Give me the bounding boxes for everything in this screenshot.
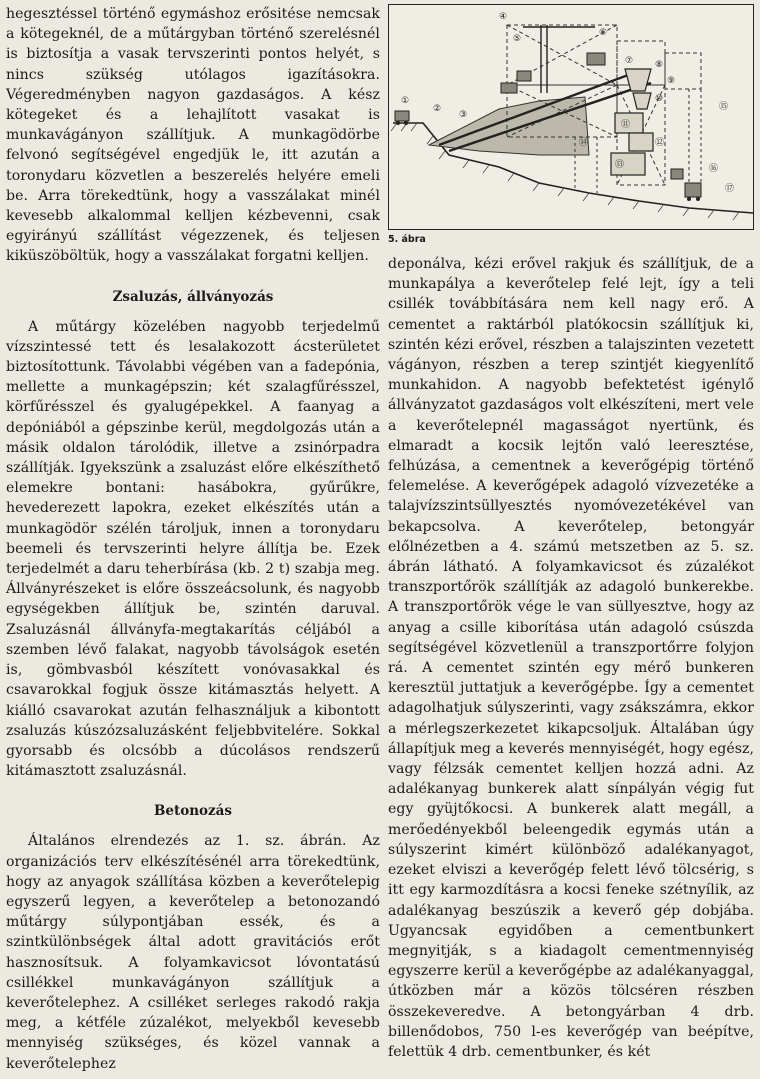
figure-label-10: ⑩ [655, 94, 664, 104]
paragraph-formwork: A műtárgy közelében nagyobb terjedelmű vízszintessé tett és lesalakozott ácsterületet biztosítottunk. Távolabbi végében van a fadepónia, mellette a munkagépszin; két szalagfűrésszel, körfűrésszel és gyalugépekkel. A faanyag a depóniából a gépszinbe kerül, megdolgozás után a másik oldalon tárolódik, illetve a zsinórpadra szállítják. Igyekszünk a zsaluzást előre elkészíthető elemekre bontani: hasábokra, gyűrűkre, hevederezett lapokra, ezeket elkészítés után a munkagödör szélén tároljuk, innen a toronydaru beemeli és tervszerinti helyre állítja be. Ezek terjedelmét a daru teherbírása (kb. 2 t) szabja meg. Állványrészeket is előre összeácsolunk, és nagyobb egységekben állítjuk be, szintén daruval. Zsaluzásnál állványfa-megtakarítás céljából a szemben lévő falakat, nagyobb távolságok esetén is, gömbvasból készített vonóvasakkal és csavarokkal fogjuk össze kitámasztás helyett. A kiálló csavarokat azután felhasználjuk a kibontott zsaluzás kúszózsaluzásként feljebbvitelére. Sokkal gyorsabb és olcsóbb a dúcolásos rendszerű kitámasztott zsaluzásnál. [6, 318, 380, 780]
figure-label-11: ⑪ [621, 120, 631, 130]
paragraph-rebar-transport: hegesztéssel történő egymáshoz erősitése nemcsak a kötegeknél, de a műtárgyban történő szerelésnél is biztosítja a vasak tervszerinti pontos helyét, s nincs szükség utólagos igazításokra. Végeredményben nagyon gazdaságos. A kész kötegeket és a lehajlított vasakat is munkavágányon szállítjuk. A munkagödörbe felvonó segítségével engedjük le, itt azután a toronydaru közvetlen a beszerelés helyére emeli be. Arra törekedtünk, hogy a vasszálakat minél kevesebb alkalommal kelljen kézbevenni, csak egyirányú szállítást végezzenek, és teljesen kiküszöböltük, hogy a vasszálakat forgatni kelljen. [6, 6, 380, 265]
figure-label-6: ⑥ [599, 28, 608, 38]
figure-label-5: ⑤ [513, 34, 522, 44]
figure-label-12: ⑫ [655, 138, 665, 148]
figure-label-2: ② [433, 104, 442, 114]
right-column [388, 4, 754, 1062]
figure-label-4: ④ [499, 12, 508, 22]
batching-plant-illustration [389, 5, 753, 229]
figure-caption: 5. ábra [388, 234, 426, 245]
figure-batching-plant-drawing [388, 4, 754, 230]
figure-label-13: ⑬ [615, 160, 625, 170]
section-heading-concreting: Betonozás [153, 803, 233, 820]
figure-label-8: ⑧ [655, 60, 664, 70]
figure-label-17: ⑰ [725, 184, 735, 194]
section-heading-formwork: Zsaluzás, állványozás [112, 288, 274, 305]
paragraph-batching-plant: deponálva, kézi erővel rakjuk és szállítjuk, de a munkapálya a keverőtelep felé lejt, így a teli csillék továbbítására nem kell nagy erő. A cementet a raktárból platókocsin szállítjuk ki, szintén kézi erővel, részben a talajszinten vezetett vágányon, részben a terep szintjét kiegyenlítő munkahidon. A nagyobb befektetést igénylő állványzatot gazdaságos volt elkészíteni, mert vele a keverőtelepnél magasságot nyertünk, és elmaradt a kocsik lejtőn való leeresztése, felhúzása, a cementnek a keverőgépig történő felemelése. A keverőgépek adagoló vízvezetéke a talajvízszintsüllyesztés nyomóvezetékével van bekapcsolva. A keverőtelep, betongyár előlnézetben a 4. számú metszetben az 5. sz. ábrán látható. A folyamkavicsot és zúzalékot transzportőrök szállítják az adagoló bunkerekbe. A transzportőrök vége le van süllyesztve, hogy az anyag a csille kiborítása után adagoló csúszda segítségével közvetlenül a transzportőrre folyjon rá. A cementet szintén egy mérő bunkeren keresztül juttatjuk a keverőgépbe. Így a cementet adagolhatjuk súlyszerinti, vagy zsákszámra, ekkor a mérlegszerkezetet kikapcsoljuk. Általában úgy állapítjuk meg a keverés mennyiségét, hogy egész, vagy félzsák cementet kelljen hozzá adni. Az adalékanyag bunkerek alatt sínpályán végig fut egy gyüjtőkocsi. A bunkerek alatt megáll, a merőedényekből beleengedik egymás után a súlyszerint kimért különböző adalékanyagot, ezeket elviszi a keverőgép felett lévő tölcsérig, s itt egy karmozdításra a kocsi feneke szétnyílik, az adalékanyag beszúszik a keverő gép dobjába. Ugyancsak egyidőben a cementbunkert megnyitják, s a kiadagolt cementmennyiség egyszerre kerül a keverőgépbe az adalékanyaggal, útközben már a közös tölcséren részben összekeveredve. A betongyárban 4 drb. billenődobos, 750 l-es keverőgép van beépítve, felettük 4 drb. cementbunker, és két [388, 256, 754, 1060]
figure-label-1: ① [401, 96, 410, 106]
paragraph-concreting: Általános elrendezés az 1. sz. ábrán. Az organizációs terv elkészítésénél arra törekedtünk, hogy az anyagok szállítása közben a keverőtelepig egyszerű legyen, a keverőtelep a betonozandó műtárgy súlypontjában essék, és a szintkülönbségek által adott gravitációs erőt hasznosítsuk. A folyamkavicsot lóvontatású csillékkel munkavágányon szállítjuk a keverőtelephez. A csilléket serleges rakodó rakja meg, a kétféle zúzalékot, melyekből kevesebb mennyiség szükséges, és közel vannak a keverőtelephez [6, 833, 380, 1072]
figure-label-15: ⑮ [719, 102, 729, 112]
figure-label-3: ③ [459, 110, 468, 120]
figure-label-16: ⑯ [709, 164, 719, 174]
left-column [6, 4, 380, 1074]
figure-label-7: ⑦ [625, 56, 634, 66]
figure-label-14: ⑭ [579, 138, 589, 148]
figure-label-9: ⑨ [667, 76, 676, 86]
